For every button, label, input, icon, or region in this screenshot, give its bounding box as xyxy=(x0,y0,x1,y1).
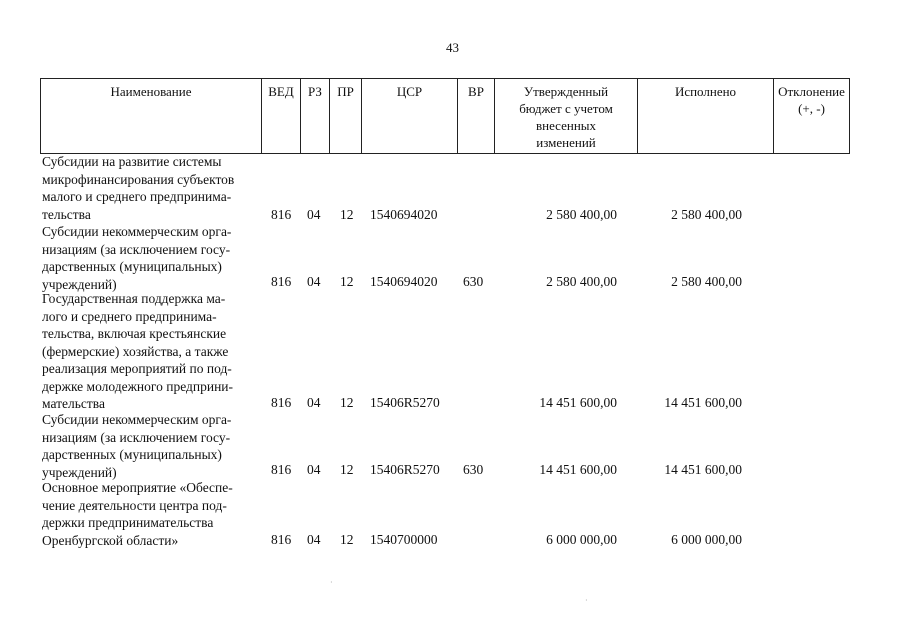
table-row xyxy=(40,411,850,478)
table-row xyxy=(40,223,850,290)
header-deviation: Отклонение (+, -) xyxy=(778,84,845,116)
row-vr: 630 xyxy=(463,461,484,477)
header-executed: Исполнено xyxy=(638,79,774,153)
row-rz: 04 xyxy=(307,206,321,222)
row-pr: 12 xyxy=(340,394,354,410)
header-approved: Утвержденный бюджет с учетом внесенных изменений xyxy=(495,79,638,153)
row-csr: 15406R5270 xyxy=(370,461,440,477)
page-number: 43 xyxy=(446,40,459,55)
row-name: Субсидии некоммерческим орга- низациям (за исключением госу- дарственных (муниципальных) учреждений) xyxy=(42,412,232,480)
row-csr: 15406R5270 xyxy=(370,394,440,410)
row-ved: 816 xyxy=(271,206,292,222)
row-csr: 1540694020 xyxy=(370,273,438,289)
row-csr: 1540700000 xyxy=(370,531,438,547)
row-executed: 2 580 400,00 xyxy=(671,273,742,289)
header-rz: РЗ xyxy=(301,79,330,153)
row-ved: 816 xyxy=(271,394,292,410)
row-ved: 816 xyxy=(271,531,292,547)
row-rz: 04 xyxy=(307,461,321,477)
row-pr: 12 xyxy=(340,531,354,547)
row-name: Субсидии на развитие системы микрофинансирования субъектов малого и среднего предпринима- тельства xyxy=(42,154,235,222)
row-approved: 2 580 400,00 xyxy=(546,273,617,289)
table-header xyxy=(40,78,850,154)
row-approved: 14 451 600,00 xyxy=(539,394,617,410)
header-pr: ПР xyxy=(330,79,362,153)
row-name: Основное мероприятие «Обеспе- чение деятельности центра под- держки предпринимательства Оренбургской области» xyxy=(42,480,233,548)
scan-speck: · xyxy=(585,596,588,605)
header-name: Наименование xyxy=(41,79,262,153)
row-approved: 14 451 600,00 xyxy=(539,461,617,477)
row-executed: 14 451 600,00 xyxy=(664,394,742,410)
row-vr: 630 xyxy=(463,273,484,289)
row-ved: 816 xyxy=(271,461,292,477)
row-approved: 6 000 000,00 xyxy=(546,531,617,547)
table-row xyxy=(40,290,850,411)
row-pr: 12 xyxy=(340,206,354,222)
scan-speck: · xyxy=(330,578,333,587)
row-ved: 816 xyxy=(271,273,292,289)
row-rz: 04 xyxy=(307,531,321,547)
row-rz: 04 xyxy=(307,394,321,410)
table-row xyxy=(40,479,850,548)
header-csr: ЦСР xyxy=(362,79,458,153)
row-csr: 1540694020 xyxy=(370,206,438,222)
row-executed: 2 580 400,00 xyxy=(671,206,742,222)
header-ved: ВЕД xyxy=(262,79,301,153)
row-name: Субсидии некоммерческим орга- низациям (за исключением госу- дарственных (муниципальных) учреждений) xyxy=(42,224,232,292)
table-row xyxy=(40,153,850,223)
row-rz: 04 xyxy=(307,273,321,289)
row-executed: 14 451 600,00 xyxy=(664,461,742,477)
header-vr: ВР xyxy=(458,79,495,153)
row-pr: 12 xyxy=(340,273,354,289)
row-executed: 6 000 000,00 xyxy=(671,531,742,547)
row-name: Государственная поддержка ма- лого и среднего предпринима- тельства, включая крестьянские (фермерские) хозяйства, а также реализация мероприятий по под- держке молодежного предприни- мательства xyxy=(42,291,234,411)
row-pr: 12 xyxy=(340,461,354,477)
row-approved: 2 580 400,00 xyxy=(546,206,617,222)
